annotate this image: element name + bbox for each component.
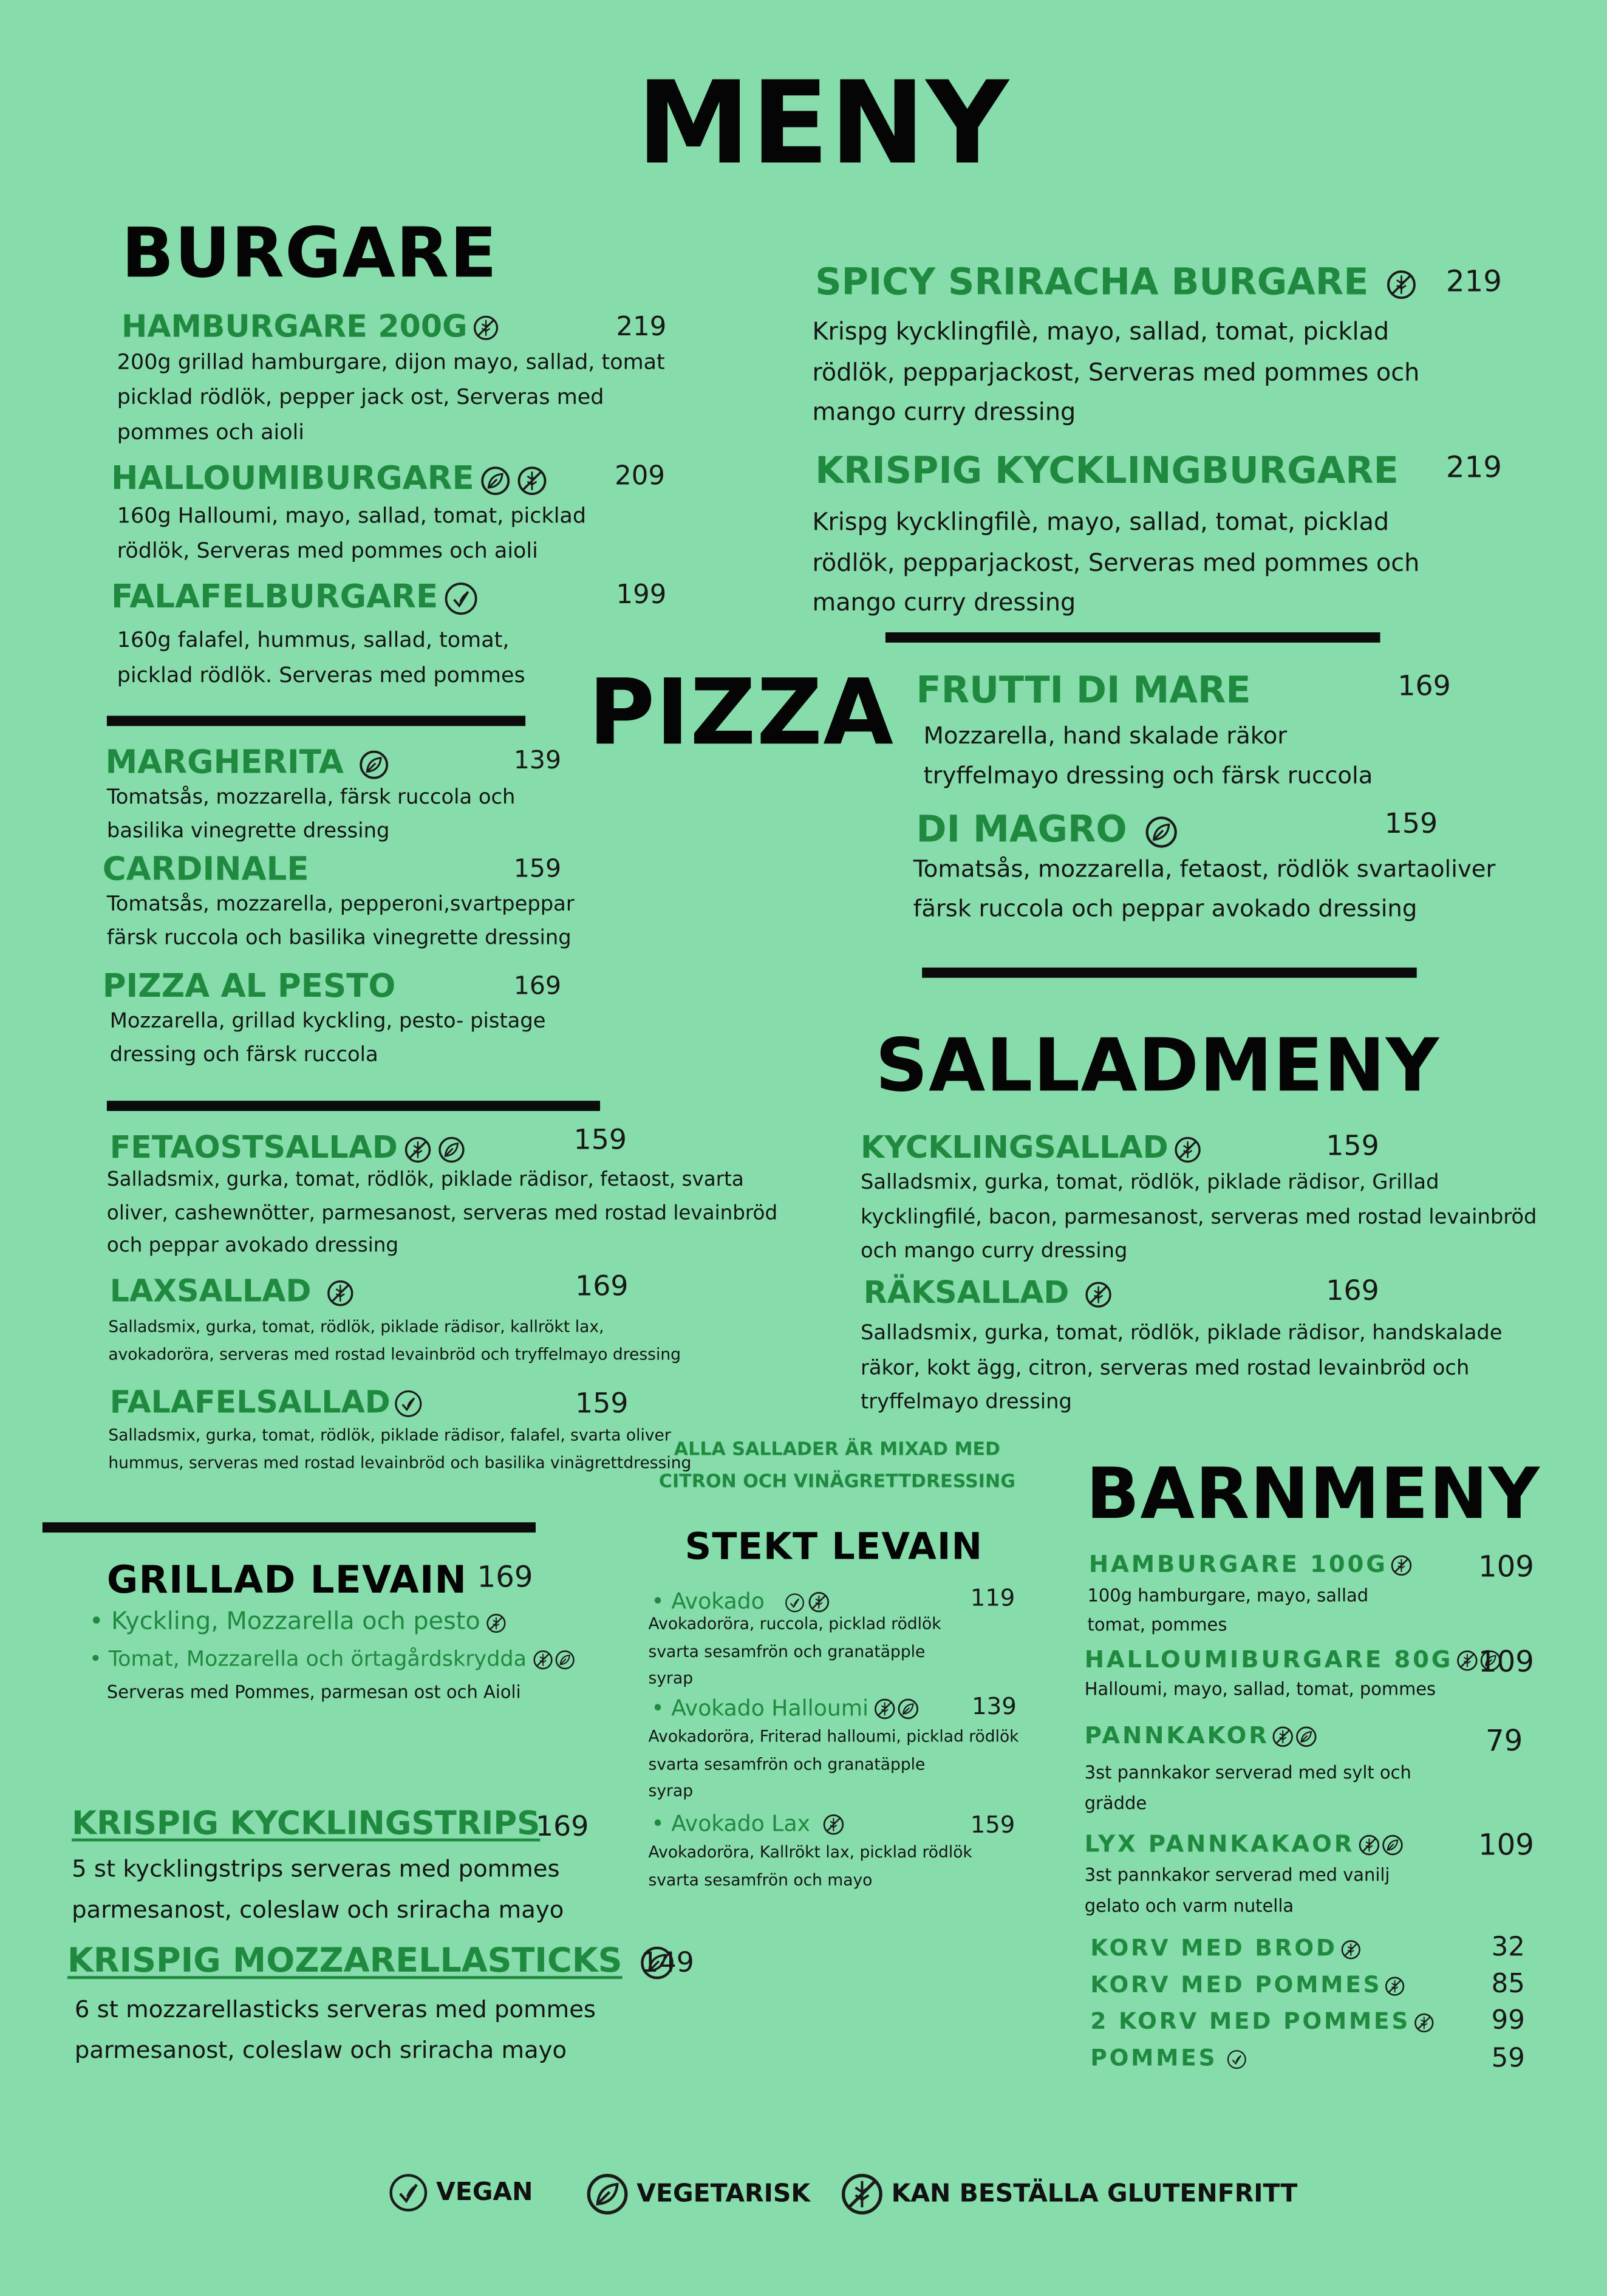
stekt-levain-item: • Avokado Lax <box>651 1811 844 1837</box>
divider <box>43 1522 536 1532</box>
gluten-free-icon <box>808 1591 830 1613</box>
item-name-pannkakor: PANNKAKOR <box>1085 1721 1318 1749</box>
item-price: 139 <box>513 747 562 776</box>
item-price: 139 <box>972 1692 1017 1720</box>
item-name-laxsallad: LAXSALLAD <box>110 1274 354 1309</box>
item-name-krispig-mozzarellasticks: KRISPIG MOZZARELLASTICKS <box>67 1942 675 1981</box>
leaf-icon <box>1226 2049 1247 2069</box>
item-price: 159 <box>1326 1130 1379 1163</box>
item-name-kycklingsallad: KYCKLINGSALLAD <box>861 1130 1202 1165</box>
item-price: 159 <box>573 1124 627 1157</box>
stekt-levain-item: • Avokado Halloumi <box>651 1695 920 1721</box>
item-price: 169 <box>513 972 562 1002</box>
leaf-icon <box>785 1592 806 1613</box>
item-price: 32 <box>1491 1932 1525 1963</box>
gluten-free-icon <box>1357 1834 1379 1856</box>
gluten-free-icon <box>1386 268 1417 299</box>
gluten-free-icon <box>1385 1975 1405 1996</box>
legend-vegetarian: VEGETARISK <box>585 2172 810 2216</box>
stekt-levain-heading: STEKT LEVAIN <box>684 1525 983 1568</box>
item-description: 3st pannkakor serverad med sylt och grädde <box>1084 1762 1411 1814</box>
item-description: Avokadoröra, ruccola, picklad rödlök svarta sesamfrön och granatäpple syrap <box>648 1614 941 1688</box>
item-price: 109 <box>1478 1548 1534 1584</box>
item-description: 3st pannkakor serverad med vanilj gelato och varm nutella <box>1084 1865 1390 1916</box>
item-description: Salladsmix, gurka, tomat, rödlök, piklade rädisor, handskalade räkor, kokt ägg, citron, serveras med rostad levainbröd och tryffelmayo dressing <box>860 1322 1503 1414</box>
item-price: 169 <box>1326 1274 1379 1307</box>
item-price: 109 <box>1478 1826 1534 1862</box>
divider <box>922 968 1417 978</box>
item-price: 169 <box>477 1559 533 1594</box>
item-price: 219 <box>1445 449 1502 485</box>
gluten-free-icon <box>1174 1135 1202 1163</box>
item-description: Salladsmix, gurka, tomat, rödlök, piklade rädisor, fetaost, svarta oliver, cashewnötter, parmesanost, serveras med rostad levainbröd och peppar avokado dressing <box>106 1168 778 1258</box>
sallad-heading: SALLADMENY <box>875 1023 1440 1109</box>
gluten-free-icon <box>875 1698 896 1720</box>
grillad-levain-option: • Kyckling, Mozzarella och pesto <box>89 1607 507 1635</box>
gluten-free-icon <box>404 1135 432 1163</box>
leaf-circle-icon <box>1381 1834 1403 1856</box>
gluten-free-icon <box>517 465 548 496</box>
item-description: Krispg kycklingfilè, mayo, sallad, tomat, picklad rödlök, pepparjackost, Serveras med pommes och mango curry dressing <box>812 317 1420 426</box>
item-description: Tomatsås, mozzarella, färsk ruccola och basilika vinegrette dressing <box>106 786 516 844</box>
item-name-krispig-kycklingburgare: KRISPIG KYCKLINGBURGARE <box>815 449 1399 492</box>
divider <box>885 632 1380 643</box>
gluten-free-icon <box>1391 1554 1413 1576</box>
gluten-free-icon <box>1084 1280 1112 1308</box>
leaf-circle-icon <box>1295 1726 1317 1748</box>
gluten-free-icon <box>326 1279 354 1307</box>
item-price: 159 <box>1384 808 1438 841</box>
item-description: 200g grillad hamburgare, dijon mayo, sallad, tomat picklad rödlök, pepper jack ost, Serveras med pommes och aioli <box>117 351 665 445</box>
item-price: 169 <box>536 1810 589 1843</box>
item-name-frutti-di-mare: FRUTTI DI MARE <box>916 669 1251 712</box>
item-name-hamburgare-100g: HAMBURGARE 100G <box>1089 1550 1413 1578</box>
stekt-levain-item: • Avokado <box>651 1588 830 1614</box>
leaf-circle-icon <box>437 1135 465 1163</box>
item-description: 100g hamburgare, mayo, sallad tomat, pommes <box>1087 1585 1369 1635</box>
item-description: Tomatsås, mozzarella, pepperoni,svartpeppar färsk ruccola och basilika vinegrette dressing <box>106 893 575 950</box>
item-price: 219 <box>616 312 667 343</box>
leaf-circle-icon <box>898 1698 920 1720</box>
item-description: Avokadoröra, Kallrökt lax, picklad rödlök svarta sesamfrön och mayo <box>648 1842 972 1889</box>
item-description: Salladsmix, gurka, tomat, rödlök, piklade rädisor, Grillad kycklingfilé, bacon, parmesanost, serveras med rostad levainbröd och mango curry dressing <box>860 1170 1537 1263</box>
salad-note: ALLA SALLADER ÄR MIXAD MED CITRON OCH VINÄGRETTDRESSING <box>658 1437 1015 1492</box>
item-name-margherita: MARGHERITA <box>106 745 389 782</box>
item-description: 160g falafel, hummus, sallad, tomat, picklad rödlök. Serveras med pommes <box>117 629 525 688</box>
item-price: 219 <box>1445 263 1502 299</box>
item-name-falafelsallad: FALAFELSALLAD <box>110 1385 423 1420</box>
gluten-free-icon <box>1272 1726 1294 1748</box>
item-description: Serveras med Pommes, parmesan ost och Aioli <box>106 1681 521 1703</box>
item-description: Tomatsås, mozzarella, fetaost, rödlök svartaoliver färsk ruccola och peppar avokado dressing <box>913 855 1496 923</box>
burgare-heading: BURGARE <box>121 213 498 295</box>
item-name-hamburgare-200g: HAMBURGARE 200G <box>121 309 500 344</box>
leaf-circle-icon <box>585 2172 629 2216</box>
item-name-di-magro: DI MAGRO <box>916 808 1178 850</box>
leaf-circle-icon <box>480 465 511 496</box>
item-price: 169 <box>575 1270 629 1303</box>
item-description: Krispg kycklingfilè, mayo, sallad, tomat, picklad rödlök, pepparjackost, Serveras med pommes och mango curry dressing <box>812 508 1420 617</box>
item-name-raksallad: RÄKSALLAD <box>864 1275 1112 1310</box>
legend-gluten-free: KAN BESTÄLLA GLUTENFRITT <box>840 2172 1297 2216</box>
barnmeny-heading: BARNMENY <box>1086 1453 1541 1536</box>
item-price: 59 <box>1491 2043 1525 2074</box>
item-name-lyx-pannkakaor: LYX PANNKAKAOR <box>1085 1830 1403 1857</box>
gluten-free-icon <box>1456 1650 1478 1672</box>
item-description: 6 st mozzarellasticks serveras med pommes parmesanost, coleslaw och sriracha mayo <box>74 1995 596 2063</box>
item-name-spicy-sriracha-burgare: SPICY SRIRACHA BURGARE <box>815 261 1417 303</box>
item-price: 149 <box>641 1947 694 1980</box>
page-title: MENY <box>636 58 1009 191</box>
item-name-korv-med-brod: KORV MED BROD <box>1090 1935 1360 1961</box>
item-description: Mozzarella, grillad kyckling, pesto- pistage dressing och färsk ruccola <box>109 1010 546 1067</box>
gluten-free-icon <box>1340 1939 1361 1959</box>
gluten-free-icon <box>533 1650 553 1670</box>
grillad-levain-heading: GRILLAD LEVAIN <box>106 1559 468 1603</box>
item-price: 199 <box>616 579 667 610</box>
item-description: Salladsmix, gurka, tomat, rödlök, piklade rädisor, falafel, svarta oliver hummus, serveras med rostad levainbröd och basilika vinägrettdressing <box>108 1426 692 1473</box>
item-name-krispig-kycklingstrips: KRISPIG KYCKLINGSTRIPS <box>72 1806 541 1843</box>
item-description: Avokadoröra, Friterad halloumi, picklad rödlök svarta sesamfrön och granatäpple syrap <box>648 1727 1019 1801</box>
item-description: 160g Halloumi, mayo, sallad, tomat, picklad rödlök, Serveras med pommes och aioli <box>117 505 587 564</box>
item-price: 159 <box>970 1810 1015 1839</box>
item-name-2-korv-med-pommes: 2 KORV MED POMMES <box>1090 2008 1433 2034</box>
item-price: 109 <box>1478 1644 1534 1679</box>
item-name-pommes: POMMES <box>1090 2045 1246 2071</box>
item-description: 5 st kycklingstrips serveras med pommes parmesanost, coleslaw och sriracha mayo <box>72 1854 564 1923</box>
item-name-halloumiburgare-80g: HALLOUMIBURGARE 80G <box>1085 1645 1501 1673</box>
item-price: 169 <box>1397 670 1451 703</box>
item-price: 85 <box>1491 1969 1525 2000</box>
item-name-pizza-al-pesto: PIZZA AL PESTO <box>102 969 396 1006</box>
gluten-free-icon <box>1413 2012 1434 2032</box>
item-name-halloumiburgare: HALLOUMIBURGARE <box>111 461 547 497</box>
item-price: 159 <box>513 855 562 884</box>
pizza-heading: PIZZA <box>588 658 895 766</box>
item-name-cardinale: CARDINALE <box>102 852 309 889</box>
item-price: 159 <box>575 1387 629 1420</box>
item-price: 209 <box>615 461 665 492</box>
leaf-icon <box>394 1389 423 1418</box>
gluten-free-icon <box>822 1814 844 1836</box>
item-price: 99 <box>1491 2005 1525 2037</box>
item-price: 79 <box>1485 1723 1523 1758</box>
item-name-fetaostsallad: FETAOSTSALLAD <box>110 1130 465 1165</box>
item-description: Salladsmix, gurka, tomat, rödlök, piklade rädisor, kallrökt lax, avokadoröra, serveras med rostad levainbröd och tryffelmayo dressing <box>108 1317 681 1364</box>
item-name-korv-med-pommes: KORV MED POMMES <box>1090 1972 1405 1998</box>
gluten-free-icon <box>840 2172 884 2216</box>
item-description: Mozzarella, hand skalade räkor tryffelmayo dressing och färsk ruccola <box>923 722 1373 789</box>
item-price: 119 <box>970 1584 1015 1612</box>
leaf-circle-icon <box>554 1650 575 1670</box>
leaf-icon <box>388 2172 429 2213</box>
divider <box>107 1101 600 1111</box>
gluten-free-icon <box>473 315 499 341</box>
item-name-falafelburgare: FALAFELBURGARE <box>111 579 479 616</box>
leaf-circle-icon <box>358 749 389 780</box>
leaf-circle-icon <box>1145 815 1178 848</box>
legend-vegan: VEGAN <box>388 2172 533 2213</box>
gluten-free-icon <box>486 1612 507 1633</box>
divider <box>107 716 525 726</box>
leaf-icon <box>444 581 479 617</box>
grillad-levain-option: • Tomat, Mozzarella och örtagårdskrydda <box>89 1648 575 1672</box>
item-description: Halloumi, mayo, sallad, tomat, pommes <box>1084 1679 1436 1700</box>
